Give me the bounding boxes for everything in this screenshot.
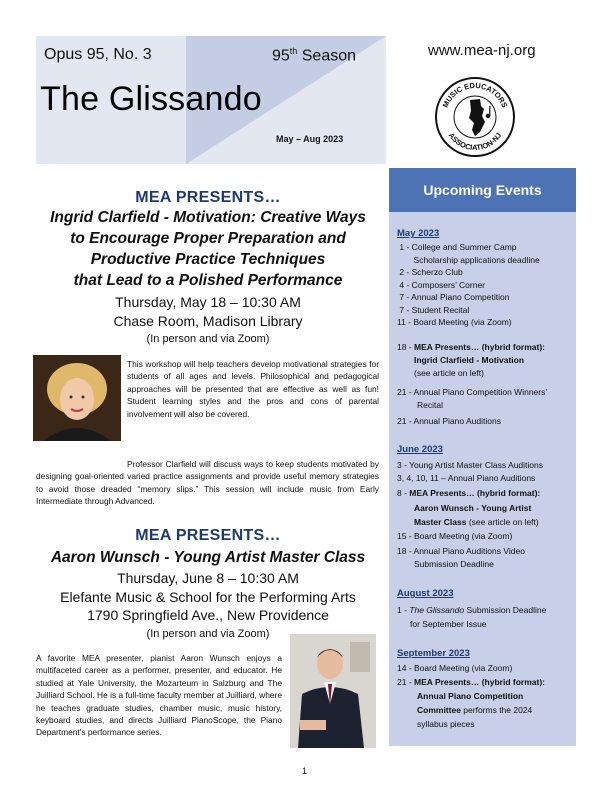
article2-kicker: MEA PRESENTS… bbox=[135, 527, 281, 544]
event-item: 1 - The Glissando Submission Deadline bbox=[397, 605, 547, 615]
event-item: 21 - MEA Presents… (hybrid format): bbox=[397, 677, 545, 687]
event-item: 3 - Young Artist Master Class Auditions bbox=[397, 460, 543, 470]
article1-paragraph: Professor Clarfield will discuss ways to keep students motivated by designing goal-oriented varied practice assignments and provide useful memory strategies to avoid those dreaded “memory slips.” This session will include music from Early Intermediate through Advanced. bbox=[36, 459, 379, 507]
month-heading-june: June 2023 bbox=[397, 444, 443, 455]
article1-paragraph: This workshop will help teachers develop motivational strategies for students of all ages and levels. Philosophical and pedagogical approaches will be presented that are effective as well as fun! Student learning styles and the pros and cons of parental involvement will also be covered. bbox=[127, 359, 379, 419]
event-item: syllabus pieces bbox=[417, 719, 475, 729]
season-label: 95th Season bbox=[272, 46, 357, 65]
month-heading-august: August 2023 bbox=[397, 588, 454, 599]
article2-location: Elefante Music & School for the Performing Arts bbox=[60, 589, 356, 605]
event-item: 14 - Board Meeting (via Zoom) bbox=[397, 663, 513, 673]
event-item: 18 - MEA Presents… (hybrid format): bbox=[397, 342, 545, 352]
article1-date: Thursday, May 18 – 10:30 AM bbox=[115, 294, 301, 310]
article2-format: (In person and via Zoom) bbox=[146, 628, 270, 640]
article1-title-line: Productive Practice Techniques bbox=[90, 251, 326, 268]
upcoming-events-title: Upcoming Events bbox=[389, 168, 576, 212]
article2-title: Aaron Wunsch - Young Artist Master Class bbox=[50, 549, 366, 566]
issue-dates: May – Aug 2023 bbox=[276, 134, 344, 144]
article2-date: Thursday, June 8 – 10:30 AM bbox=[117, 570, 299, 586]
event-item: Committee performs the 2024 bbox=[417, 705, 533, 715]
event-item: Aaron Wunsch - Young Artist bbox=[414, 503, 532, 513]
issue-number: Opus 95, No. 3 bbox=[44, 46, 152, 63]
event-item: Master Class (see article on left) bbox=[414, 517, 539, 527]
event-item: 15 - Board Meeting (via Zoom) bbox=[397, 531, 513, 541]
association-logo bbox=[434, 76, 516, 158]
article1-title-line: Ingrid Clarfield - Motivation: Creative Ways bbox=[50, 209, 366, 226]
website-link[interactable]: www.mea-nj.org bbox=[428, 42, 536, 59]
article2-paragraph: A favorite MEA presenter, pianist Aaron Wunsch enjoys a multifaceted career as a performer, presenter, and educator. He studied at Yale University, the Mozarteum in Salzburg and The Juilliard School. He is a full-time faculty member at Juilliard, where he teaches graduate studies, chamber music, music history, keyboard studies, and directs Juilliard PianoScope, the Piano Department's performance series. bbox=[36, 653, 282, 738]
month-heading-september: September 2023 bbox=[397, 648, 470, 659]
event-item: Recital bbox=[417, 400, 443, 410]
newsletter-title: The Glissando bbox=[40, 80, 262, 118]
article1-title-line: that Lead to a Polished Performance bbox=[73, 272, 343, 289]
ingrid-clarfield-photo bbox=[33, 355, 121, 441]
event-item: 1 - College and Summer Camp Scholarship applications deadline 2 - Scherzo Club 4 - Composers’ Corner 7 - Annual Piano Competition 7 - Student Recital 11 - Board Meeting (via Zoom) bbox=[397, 242, 540, 327]
event-item: 3, 4, 10, 11 – Annual Piano Auditions bbox=[397, 473, 536, 483]
event-item: Ingrid Clarfield - Motivation bbox=[414, 355, 525, 365]
event-item: 21 - Annual Piano Auditions bbox=[397, 416, 501, 426]
article1-kicker: MEA PRESENTS… bbox=[135, 189, 281, 206]
month-heading-may: May 2023 bbox=[397, 228, 440, 239]
event-item: for September Issue bbox=[410, 619, 487, 629]
svg-text:MUSIC EDUCATORS: MUSIC EDUCATORS bbox=[440, 80, 510, 109]
aaron-wunsch-photo bbox=[290, 634, 376, 748]
event-item: 8 - MEA Presents… (hybrid format): bbox=[397, 488, 541, 498]
article1-location: Chase Room, Madison Library bbox=[113, 313, 303, 329]
event-item: Submission Deadline bbox=[414, 559, 494, 569]
event-item: 21 - Annual Piano Competition Winners’ bbox=[397, 387, 548, 397]
event-item: Annual Piano Competition bbox=[417, 691, 524, 701]
article2-address: 1790 Springfield Ave., New Providence bbox=[87, 607, 329, 623]
article1-title-line: to Encourage Proper Preparation and bbox=[70, 230, 346, 247]
article1-format: (In person and via Zoom) bbox=[146, 333, 270, 345]
svg-text:ASSOCIATION-NJ: ASSOCIATION-NJ bbox=[446, 130, 504, 153]
event-item: (see article on left) bbox=[414, 368, 484, 378]
event-item: 18 - Annual Piano Auditions Video bbox=[397, 546, 525, 556]
page-number: 1 bbox=[302, 766, 308, 776]
